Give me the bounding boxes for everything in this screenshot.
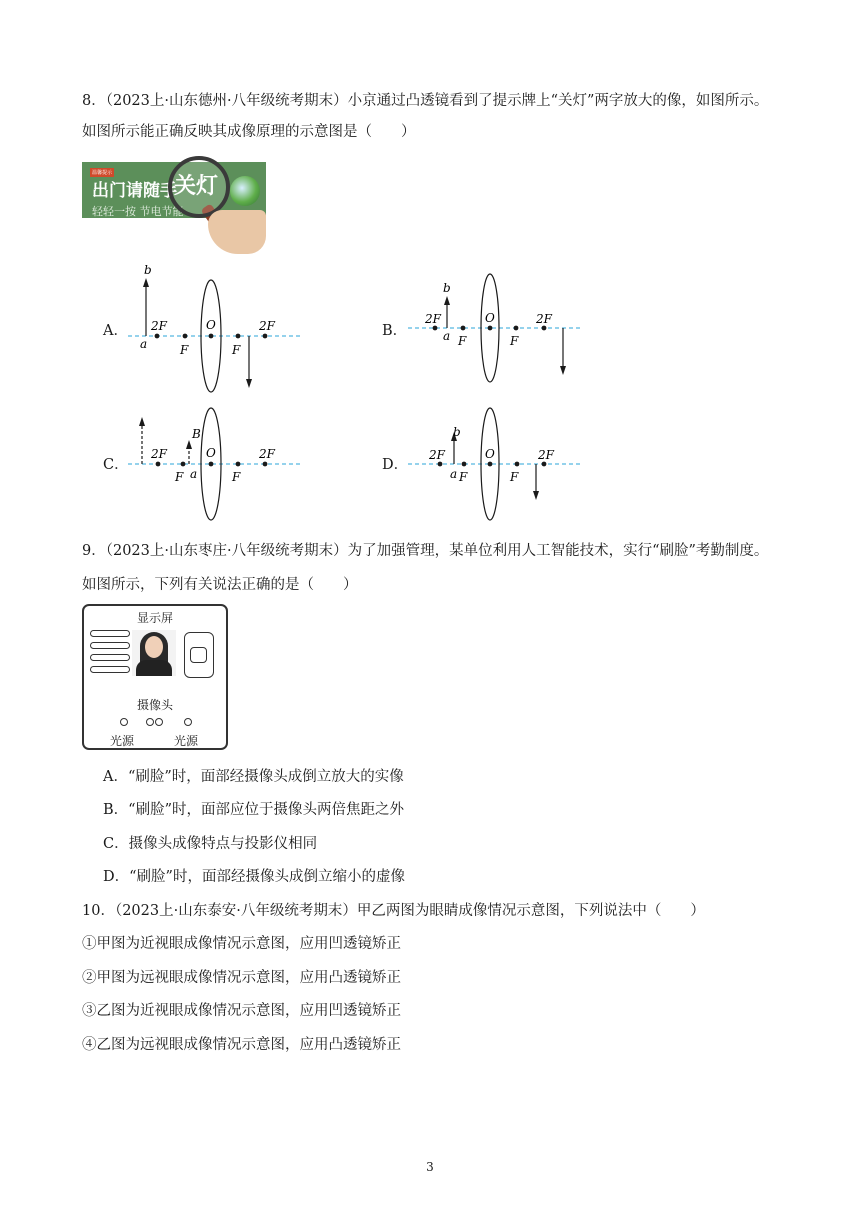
point-f-right-label: F	[232, 343, 241, 357]
point-o-label: O	[485, 311, 495, 325]
sign-tag: 温馨提示	[92, 170, 113, 176]
q9-option-a: A．“刷脸”时，面部经摄像头成倒立放大的实像	[103, 769, 404, 785]
point-o-label: O	[206, 446, 216, 460]
point-2f-right-label: 2F	[538, 448, 554, 462]
point-a-label: a	[450, 467, 458, 481]
light-source-left-label: 光源	[110, 734, 135, 748]
point-o-label: O	[485, 447, 495, 461]
q9-stem-line1: 9．（2023上·山东枣庄·八年级统考期末）为了加强管理，某单位利用人工智能技术，实行“刷脸”考勤制度。	[82, 543, 769, 559]
point-a-label: a	[140, 337, 148, 351]
point-a-label: a	[190, 467, 198, 481]
page-number: 3	[426, 1160, 434, 1174]
q8-stem-line1: 8．（2023上·山东德州·八年级统考期末）小京通过凸透镜看到了提示牌上“关灯”两字放大的像，如图所示。	[82, 93, 769, 109]
light-source-icon	[120, 718, 128, 726]
q9-option-c: C．摄像头成像特点与投影仪相同	[103, 836, 318, 852]
q9-option-b: B．“刷脸”时，面部应位于摄像头两倍焦距之外	[103, 802, 404, 818]
screen-label: 显示屏	[136, 611, 173, 625]
point-f-left-label: F	[459, 470, 468, 484]
q8-option-a-diagram	[128, 262, 308, 394]
camera-lens-icon	[155, 718, 163, 726]
point-2f-left-label: 2F	[425, 312, 441, 326]
info-field	[90, 630, 130, 637]
magnified-text: 关灯	[174, 174, 219, 199]
light-source-icon	[184, 718, 192, 726]
info-field	[90, 666, 130, 673]
info-field	[90, 642, 130, 649]
point-o-label: O	[206, 318, 216, 332]
point-f-right-label: F	[510, 334, 519, 348]
q10-statement-1: ①甲图为近视眼成像情况示意图，应用凹透镜矫正	[82, 936, 401, 952]
point-2f-left-label: 2F	[151, 447, 167, 461]
globe-icon	[230, 176, 260, 206]
point-f-left-label: F	[458, 334, 467, 348]
point-2f-right-label: 2F	[536, 312, 552, 326]
point-a-label: a	[443, 329, 451, 343]
q10-statement-3: ③乙图为近视眼成像情况示意图，应用凹透镜矫正	[82, 1003, 401, 1019]
point-b-label: b	[144, 263, 152, 277]
point-2f-right-label: 2F	[259, 447, 275, 461]
point-2f-left-label: 2F	[429, 448, 445, 462]
point-b-label: b	[453, 425, 461, 439]
q10-statement-2: ②甲图为远视眼成像情况示意图，应用凸透镜矫正	[82, 970, 401, 986]
point-f-right-label: F	[232, 470, 241, 484]
q9-stem-line2: 如图所示，下列有关说法正确的是（ ）	[82, 577, 358, 593]
point-f-left-label: F	[175, 470, 184, 484]
info-field	[90, 654, 130, 661]
point-b-label: b	[443, 281, 451, 295]
q10-stem: 10．（2023上·山东泰安·八年级统考期末）甲乙两图为眼睛成像情况示意图，下列说法中（ ）	[82, 903, 705, 919]
q8-option-d-label: D．	[382, 457, 409, 473]
camera-label: 摄像头	[136, 698, 173, 712]
q8-option-b-diagram	[408, 262, 588, 380]
sign-main-text: 出门请随手	[92, 181, 177, 201]
q8-stem-line2: 如图所示能正确反映其成像原理的示意图是（ ）	[82, 124, 416, 140]
q9-option-d: D．“刷脸”时，面部经摄像头成倒立缩小的虚像	[103, 869, 405, 885]
q8-sign-photo	[82, 158, 266, 254]
q8-option-d-diagram	[408, 404, 588, 524]
light-source-right-label: 光源	[174, 734, 199, 748]
point-2f-left-label: 2F	[151, 319, 167, 333]
camera-lens-icon	[146, 718, 154, 726]
q9-face-recognition-device	[82, 604, 228, 750]
point-f-right-label: F	[510, 470, 519, 484]
q8-option-c-label: C．	[103, 457, 129, 473]
face-photo	[132, 630, 176, 676]
q8-option-a-label: A．	[103, 323, 128, 339]
q10-statement-4: ④乙图为远视眼成像情况示意图，应用凸透镜矫正	[82, 1037, 401, 1053]
hand-image	[208, 210, 266, 254]
point-f-left-label: F	[180, 343, 189, 357]
q8-option-b-label: B．	[382, 323, 408, 339]
point-b-upper-label: B	[192, 427, 201, 441]
q8-option-c-diagram	[128, 400, 308, 524]
scanner-icon	[184, 632, 214, 678]
point-2f-right-label: 2F	[259, 319, 275, 333]
sign-sub-text: 轻轻一按 节电节能	[92, 205, 184, 218]
